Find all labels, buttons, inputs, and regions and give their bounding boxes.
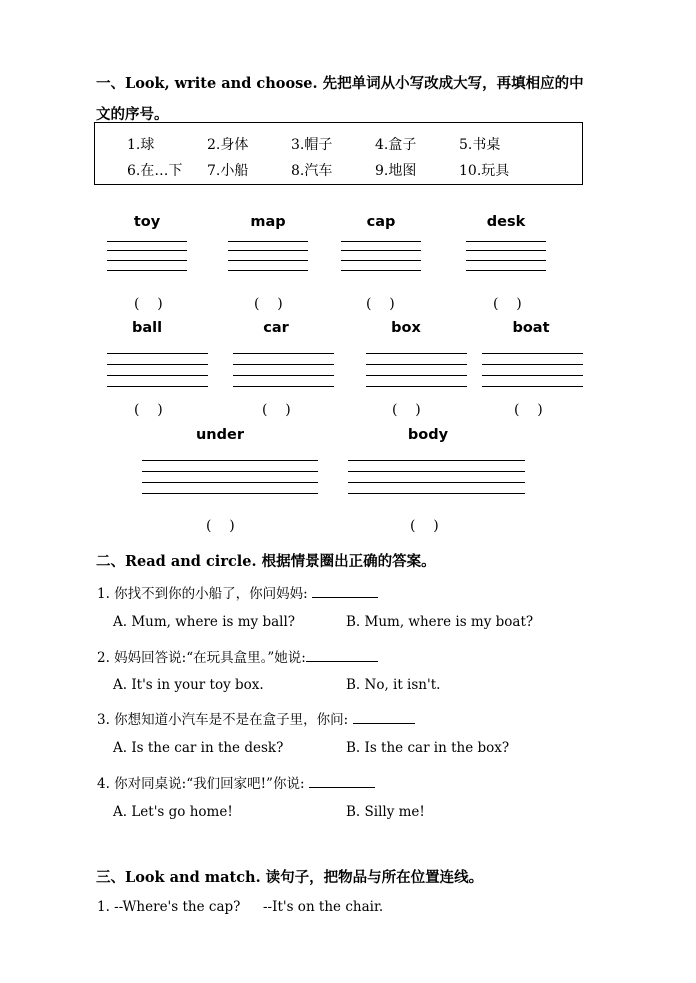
option-a[interactable]: A. It's in your toy box. [113,677,264,693]
option-b[interactable]: B. Silly me! [346,804,425,820]
option-a[interactable]: A. Let's go home! [113,804,233,820]
writing-lines[interactable] [466,241,546,269]
word-desk: desk [486,214,526,230]
option-b[interactable]: B. No, it isn't. [346,677,441,693]
writing-lines[interactable] [107,353,208,381]
answer-paren[interactable]: ( ) [514,402,543,418]
vocab-item: 3.帽子 [291,137,333,153]
word-ball: ball [131,320,163,336]
answer-blank[interactable] [353,711,415,724]
question-3 [97,708,415,728]
question-1 [97,582,378,602]
section2-heading: 二、Read and circle. 根据情景圈出正确的答案。 [96,553,436,570]
vocab-item: 8.汽车 [291,163,333,179]
answer-paren[interactable]: ( ) [493,296,522,312]
answer-blank[interactable] [309,775,375,788]
word-car: car [263,320,289,336]
answer-paren[interactable]: ( ) [262,402,291,418]
question-text: 4. 你对同桌说:“我们回家吧!”你说: [97,776,305,792]
question-text: 1. 你找不到你的小船了，你问妈妈: [97,586,308,602]
answer-blank[interactable] [306,649,378,662]
writing-lines[interactable] [366,353,467,381]
answer-paren[interactable]: ( ) [366,296,395,312]
question-4 [97,772,375,792]
match-question-1: 1. --Where's the cap? [97,899,241,915]
answer-paren[interactable]: ( ) [134,296,163,312]
match-answer-1: --It's on the chair. [263,899,384,915]
word-cap: cap [366,214,396,230]
word-body: body [407,427,449,443]
vocab-item: 6.在…下 [127,163,183,179]
writing-lines[interactable] [107,241,187,269]
word-toy: toy [133,214,161,230]
word-boat: boat [512,320,550,336]
answer-blank[interactable] [312,585,378,598]
vocab-item: 1.球 [127,137,155,153]
writing-lines[interactable] [233,353,334,381]
vocab-item: 2.身体 [207,137,249,153]
vocab-item: 7.小船 [207,163,249,179]
option-b[interactable]: B. Is the car in the box? [346,740,510,756]
writing-lines[interactable] [142,460,318,488]
writing-lines[interactable] [341,241,421,269]
writing-lines[interactable] [228,241,308,269]
question-text: 2. 妈妈回答说:“在玩具盒里。”她说: [97,650,306,666]
answer-paren[interactable]: ( ) [254,296,283,312]
question-text: 3. 你想知道小汽车是不是在盒子里，你问: [97,712,349,728]
word-map: map [250,214,286,230]
vocab-item: 5.书桌 [459,137,501,153]
answer-paren[interactable]: ( ) [206,518,235,534]
answer-paren[interactable]: ( ) [134,402,163,418]
question-2 [97,646,378,666]
word-under: under [195,427,244,443]
vocab-item: 9.地图 [375,163,417,179]
answer-paren[interactable]: ( ) [410,518,439,534]
answer-paren[interactable]: ( ) [392,402,421,418]
word-box: box [391,320,421,336]
writing-lines[interactable] [348,460,525,488]
option-b[interactable]: B. Mum, where is my boat? [346,614,534,630]
section3-heading: 三、Look and match. 读句子，把物品与所在位置连线。 [96,869,484,886]
section1-heading-line2: 文的序号。 [96,106,169,123]
option-a[interactable]: A. Mum, where is my ball? [113,614,296,630]
section1-heading-line1: 一、Look, write and choose. 先把单词从小写改成大写，再填相应的中 [96,75,584,92]
writing-lines[interactable] [482,353,583,381]
option-a[interactable]: A. Is the car in the desk? [113,740,284,756]
vocab-item: 4.盒子 [375,137,417,153]
vocab-item: 10.玩具 [459,163,510,179]
